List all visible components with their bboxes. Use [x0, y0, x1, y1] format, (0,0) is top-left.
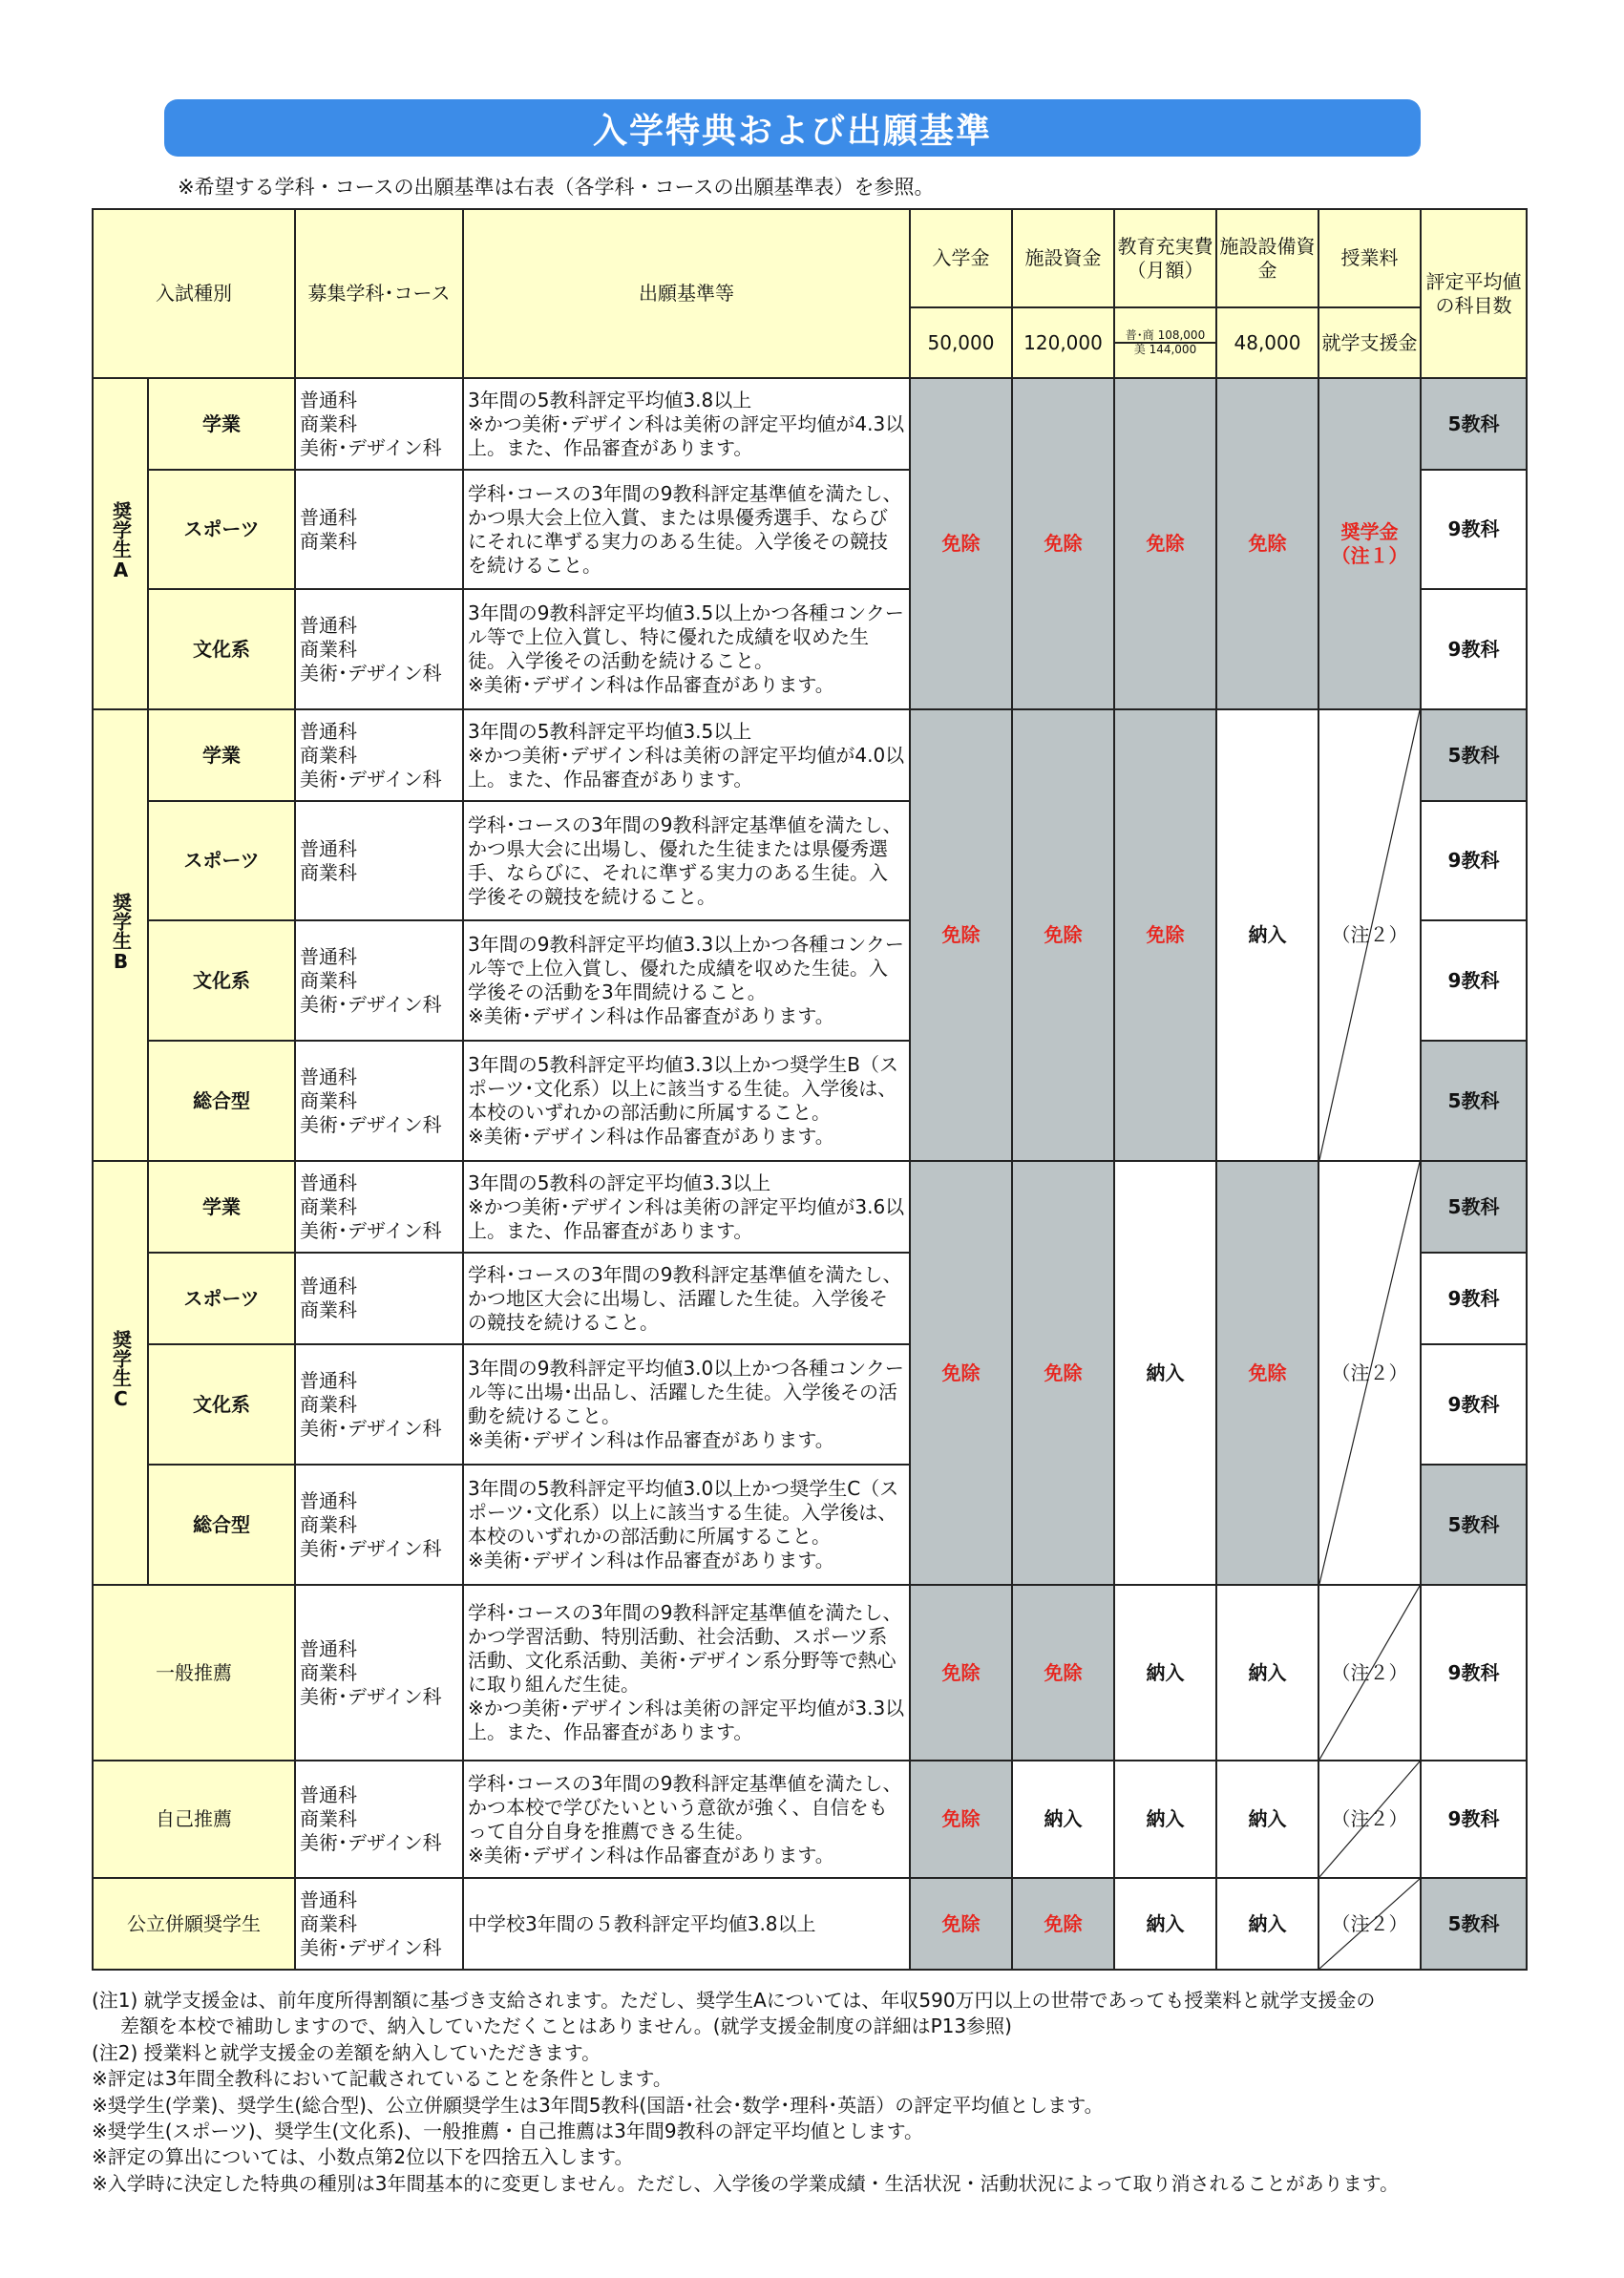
row-criteria: 学科･コースの3年間の9教科評定基準値を満たし、かつ本校で学びたいという意欲が強く、自信をもって自分自身を推薦できる生徒。 ※美術･デザイン科は作品審査があります。: [463, 1761, 910, 1878]
row-subjects: 9教科: [1421, 1761, 1527, 1878]
row-subjects: 5教科: [1421, 378, 1527, 470]
title-banner: [164, 99, 1421, 157]
a-facility-exempt: 免除: [1012, 378, 1114, 709]
note2-label: （注２）: [1331, 923, 1408, 946]
c-equipment-exempt: 免除: [1216, 1161, 1318, 1585]
row-type: スポーツ: [148, 801, 295, 920]
footer-note-3: ※評定は3年間全教科において記載されていることを条件とします。: [92, 2067, 672, 2091]
header-facility-fee: 施設資金: [1012, 209, 1114, 307]
row-criteria: 3年間の9教科評定平均値3.0以上かつ各種コンクール等に出場･出品し、活躍した生徒。入学後その活動を続けること。 ※美術･デザイン科は作品審査があります。: [463, 1344, 910, 1465]
row-subjects: 5教科: [1421, 1878, 1527, 1970]
group-c-label: [93, 1161, 148, 1585]
header-education-fee: 教育充実費（月額）: [1114, 209, 1216, 307]
public-equipment-pay: 納入: [1216, 1878, 1318, 1970]
row-depts: 普通科 商業科 美術･デザイン科: [295, 920, 463, 1041]
row-criteria: 中学校3年間の５教科評定平均値3.8以上: [463, 1878, 910, 1970]
row-subjects: 9教科: [1421, 1344, 1527, 1465]
group-c-text: 奨学生C: [109, 1330, 133, 1410]
footer-notes: [92, 1988, 1524, 2197]
note2-label: （注２）: [1331, 1360, 1408, 1384]
top-note: ※希望する学科・コースの出願基準は右表（各学科・コースの出願基準表）を参照。: [178, 176, 935, 199]
row-depts: 普通科 商業科 美術･デザイン科: [295, 589, 463, 709]
row-type: 一般推薦: [93, 1585, 295, 1761]
row-criteria: 学科･コースの3年間の9教科評定基準値を満たし、かつ県大会上位入賞、または県優秀選手、ならびにそれに準ずる実力のある生徒。入学後その競技を続けること。: [463, 470, 910, 589]
row-criteria: 3年間の9教科評定平均値3.5以上かつ各種コンクール等で上位入賞し、特に優れた成績を収めた生徒。入学後その活動を続けること。 ※美術･デザイン科は作品審査があります。: [463, 589, 910, 709]
row-type: 総合型: [148, 1041, 295, 1161]
row-criteria: 3年間の9教科評定平均値3.3以上かつ各種コンクール等で上位入賞し、優れた成績を収めた生徒。入学後その活動を3年間続けること。 ※美術･デザイン科は作品審査があります。: [463, 920, 910, 1041]
b-facility-exempt: 免除: [1012, 709, 1114, 1161]
note2-label: （注２）: [1331, 1911, 1408, 1935]
footer-note-7: ※入学時に決定した特典の種別は3年間基本的に変更しません。ただし、入学後の学業成績・生活状況・活動状況によって取り消されることがあります。: [92, 2171, 1400, 2195]
b-education-exempt: 免除: [1114, 709, 1216, 1161]
row-type: 文化系: [148, 1344, 295, 1465]
note1-label: （注１）: [1331, 543, 1408, 567]
row-criteria: 学科･コースの3年間の9教科評定基準値を満たし、かつ地区大会に出場し、活躍した生徒。入学後その競技を続けること。: [463, 1253, 910, 1344]
header-admission-fee: 入学金: [910, 209, 1012, 307]
c-facility-exempt: 免除: [1012, 1161, 1114, 1585]
a-education-exempt: 免除: [1114, 378, 1216, 709]
a-equipment-exempt: 免除: [1216, 378, 1318, 709]
row-depts: 普通科 商業科: [295, 801, 463, 920]
tuition-support: 就学支援金: [1318, 307, 1421, 378]
group-a-label: [93, 378, 148, 709]
group-a-text: 奨学生A: [109, 500, 133, 581]
facility-fee-amount: 120,000: [1012, 307, 1114, 378]
row-criteria: 学科･コースの3年間の9教科評定基準値を満たし、かつ学習活動、特別活動、社会活動、スポーツ系活動、文化系活動、美術･デザイン系分野等で熱心に取り組んだ生徒。 ※かつ美術･デザイン科は美術の評定平均値が3.3以上。また、作品審査があります。: [463, 1585, 910, 1761]
general-admission-exempt: 免除: [910, 1585, 1012, 1761]
group-b-label: [93, 709, 148, 1161]
row-subjects: 9教科: [1421, 801, 1527, 920]
row-subjects: 9教科: [1421, 589, 1527, 709]
public-education-pay: 納入: [1114, 1878, 1216, 1970]
group-b-text: 奨学生B: [109, 892, 133, 973]
b-tuition-note2: [1318, 709, 1421, 1161]
header-equipment-fee: 施設設備資金: [1216, 209, 1318, 307]
row-depts: 普通科 商業科 美術･デザイン科: [295, 378, 463, 470]
row-subjects: 9教科: [1421, 920, 1527, 1041]
education-fee-amount: [1114, 307, 1216, 378]
row-subjects: 5教科: [1421, 1041, 1527, 1161]
row-type: 学業: [148, 709, 295, 801]
row-depts: 普通科 商業科 美術･デザイン科: [295, 709, 463, 801]
row-depts: 普通科 商業科 美術･デザイン科: [295, 1161, 463, 1253]
education-fee-amount-1: 普･商 108,000: [1115, 329, 1215, 344]
row-type: 総合型: [148, 1465, 295, 1585]
self-admission-exempt: 免除: [910, 1761, 1012, 1878]
row-depts: 普通科 商業科 美術･デザイン科: [295, 1465, 463, 1585]
row-criteria: 3年間の5教科評定平均値3.0以上かつ奨学生C（スポーツ･文化系）以上に該当する生徒。入学後は、本校のいずれかの部活動に所属すること。 ※美術･デザイン科は作品審査があります。: [463, 1465, 910, 1585]
note2-label: （注２）: [1331, 1807, 1408, 1830]
equipment-fee-amount: 48,000: [1216, 307, 1318, 378]
criteria-table: [92, 208, 1528, 1971]
header-exam-type: 入試種別: [93, 209, 295, 378]
row-criteria: 学科･コースの3年間の9教科評定基準値を満たし、かつ県大会に出場し、優れた生徒または県優秀選手、ならびに、それに準ずる実力のある生徒。入学後その競技を続けること。: [463, 801, 910, 920]
row-type: 文化系: [148, 589, 295, 709]
row-depts: 普通科 商業科 美術･デザイン科: [295, 1585, 463, 1761]
b-admission-exempt: 免除: [910, 709, 1012, 1161]
self-education-pay: 納入: [1114, 1761, 1216, 1878]
general-equipment-pay: 納入: [1216, 1585, 1318, 1761]
footer-note-2: (注2) 授業料と就学支援金の差額を納入していただきます。: [92, 2040, 601, 2064]
row-criteria: 3年間の5教科評定平均値3.3以上かつ奨学生B（スポーツ･文化系）以上に該当する生徒。入学後は、本校のいずれかの部活動に所属すること。 ※美術･デザイン科は作品審査があります。: [463, 1041, 910, 1161]
footer-note-1a: (注1) 就学支援金は、前年度所得割額に基づき支給されます。ただし、奨学生Aについては、年収590万円以上の世帯であっても授業料と就学支援金の: [92, 1989, 1376, 2012]
public-admission-exempt: 免除: [910, 1878, 1012, 1970]
scholarship-label: 奨学金: [1340, 519, 1399, 543]
row-criteria: 3年間の5教科の評定平均値3.3以上 ※かつ美術･デザイン科は美術の評定平均値が3.6以上。また、作品審査があります。: [463, 1161, 910, 1253]
c-tuition-note2: [1318, 1161, 1421, 1585]
c-admission-exempt: 免除: [910, 1161, 1012, 1585]
row-type: スポーツ: [148, 1253, 295, 1344]
row-depts: 普通科 商業科: [295, 470, 463, 589]
page-title: 入学特典および出願基準: [592, 111, 992, 151]
row-type: 学業: [148, 378, 295, 470]
self-tuition-note2: [1318, 1761, 1421, 1878]
general-facility-exempt: 免除: [1012, 1585, 1114, 1761]
c-education-pay: 納入: [1114, 1161, 1216, 1585]
note2-label: （注２）: [1331, 1660, 1408, 1684]
general-tuition-note2: [1318, 1585, 1421, 1761]
a-admission-exempt: 免除: [910, 378, 1012, 709]
row-depts: 普通科 商業科 美術･デザイン科: [295, 1344, 463, 1465]
row-type: 学業: [148, 1161, 295, 1253]
header-criteria: 出願基準等: [463, 209, 910, 378]
row-type: スポーツ: [148, 470, 295, 589]
self-equipment-pay: 納入: [1216, 1761, 1318, 1878]
row-subjects: 9教科: [1421, 1585, 1527, 1761]
row-type: 文化系: [148, 920, 295, 1041]
row-depts: 普通科 商業科 美術･デザイン科: [295, 1041, 463, 1161]
row-subjects: 9教科: [1421, 470, 1527, 589]
row-type: 自己推薦: [93, 1761, 295, 1878]
b-equipment-pay: 納入: [1216, 709, 1318, 1161]
row-depts: 普通科 商業科: [295, 1253, 463, 1344]
header-subjects: 評定平均値の科目数: [1421, 209, 1527, 378]
row-subjects: 5教科: [1421, 1161, 1527, 1253]
general-education-pay: 納入: [1114, 1585, 1216, 1761]
admission-fee-amount: 50,000: [910, 307, 1012, 378]
footer-note-5: ※奨学生(スポーツ)、奨学生(文化系)、一般推薦・自己推薦は3年間9教科の評定平均値とします。: [92, 2119, 924, 2142]
row-depts: 普通科 商業科 美術･デザイン科: [295, 1761, 463, 1878]
row-criteria: 3年間の5教科評定平均値3.8以上 ※かつ美術･デザイン科は美術の評定平均値が4.3以上。また、作品審査があります。: [463, 378, 910, 470]
header-tuition: 授業料: [1318, 209, 1421, 307]
row-subjects: 5教科: [1421, 1465, 1527, 1585]
self-facility-pay: 納入: [1012, 1761, 1114, 1878]
footer-note-6: ※評定の算出については、小数点第2位以下を四捨五入します。: [92, 2145, 634, 2169]
footer-note-1b: 差額を本校で補助しますので、納入していただくことはありません。(就学支援金制度の詳細はP13参照): [120, 2014, 1012, 2038]
row-criteria: 3年間の5教科評定平均値3.5以上 ※かつ美術･デザイン科は美術の評定平均値が4.0以上。また、作品審査があります。: [463, 709, 910, 801]
a-tuition-scholarship: [1318, 378, 1421, 709]
education-fee-amount-2: 美 144,000: [1133, 343, 1197, 356]
header-department: 募集学科･コース: [295, 209, 463, 378]
row-subjects: 5教科: [1421, 709, 1527, 801]
row-subjects: 9教科: [1421, 1253, 1527, 1344]
public-tuition-note2: [1318, 1878, 1421, 1970]
row-type: 公立併願奨学生: [93, 1878, 295, 1970]
footer-note-4: ※奨学生(学業)、奨学生(総合型)、公立併願奨学生は3年間5教科(国語･社会･数学･理科･英語）の評定平均値とします。: [92, 2093, 1104, 2117]
row-depts: 普通科 商業科 美術･デザイン科: [295, 1878, 463, 1970]
public-facility-exempt: 免除: [1012, 1878, 1114, 1970]
